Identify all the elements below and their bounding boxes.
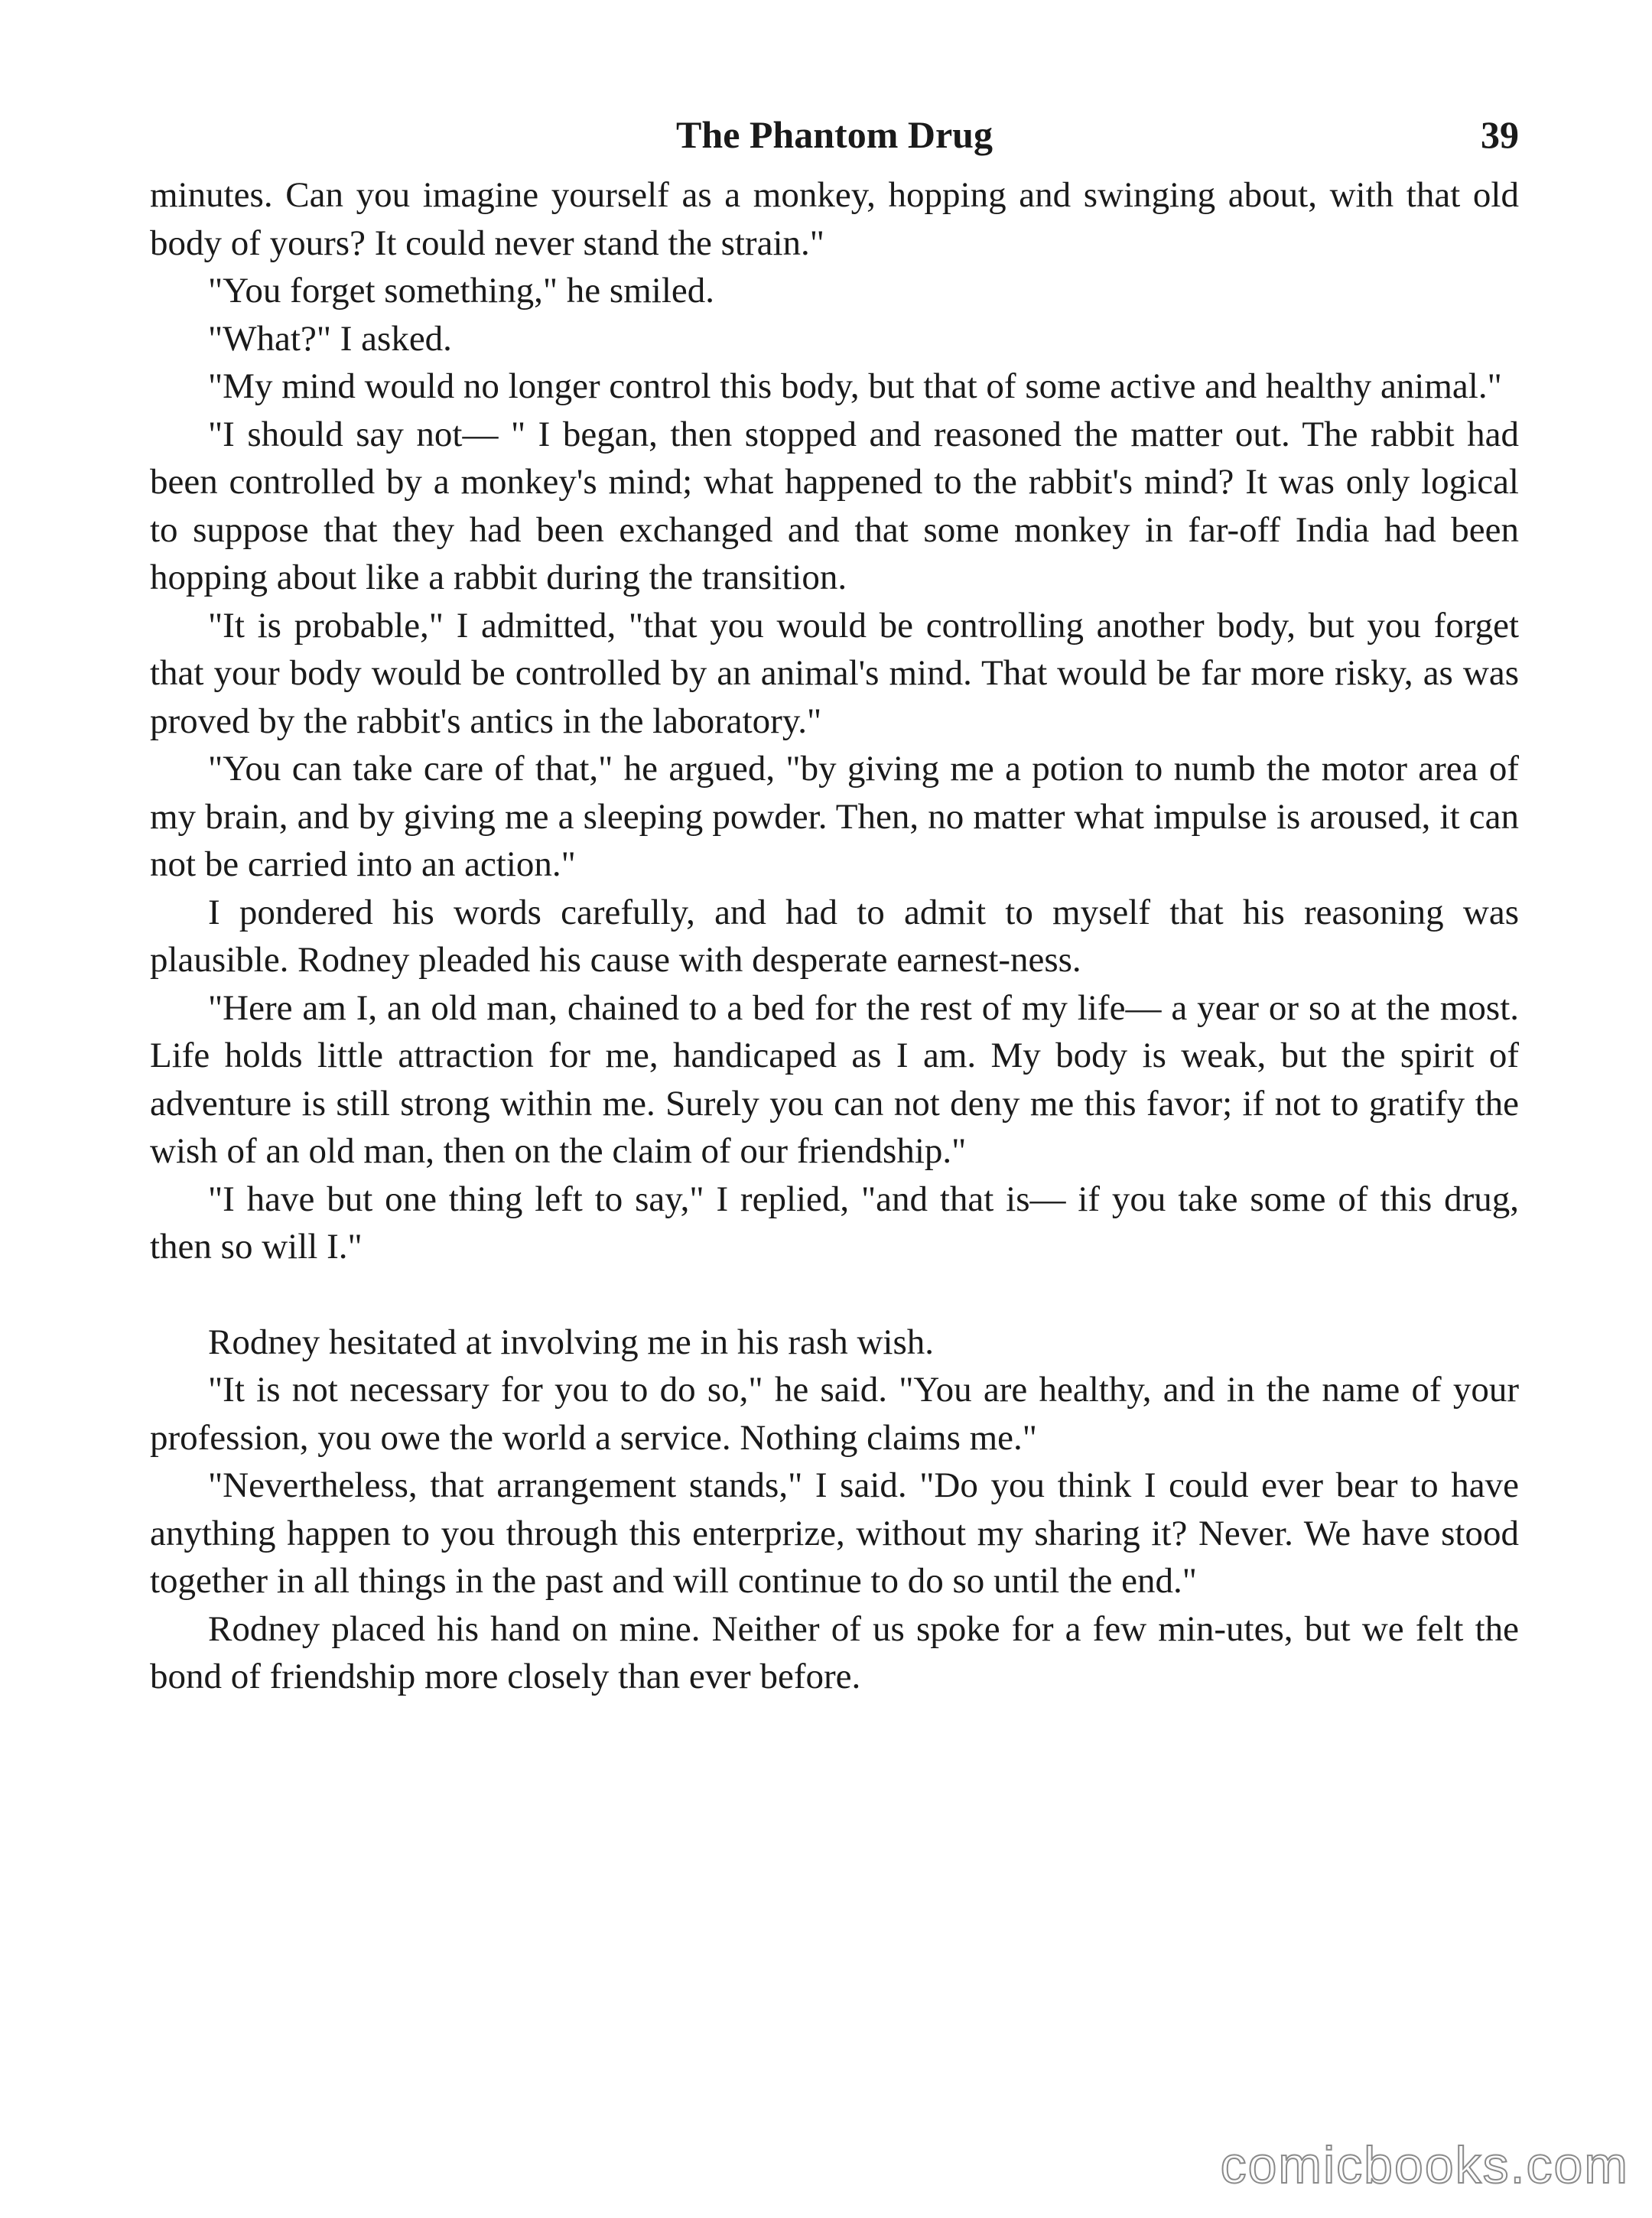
paragraph: "I should say not— " I began, then stopped and reasoned the matter out. The rabbit had been controlled by a monkey's mind; what happened to the rabbit's mind? It was only logical to suppose that they had been exchanged and that some monkey in far-off India had been hopping about like a rabbit during the transition. [150,414,1519,597]
paragraph: "My mind would no longer control this body, but that of some active and healthy animal." [208,366,1502,406]
paragraph: "I have but one thing left to say," I replied, "and that is— if you take some of this drug, then so will I." [150,1179,1519,1267]
paragraph: I pondered his words carefully, and had to admit to myself that his reasoning was plausible. Rodney pleaded his cause with desperate earnest-ness. [150,892,1519,980]
paragraph: "It is probable," I admitted, "that you would be controlling another body, but you forget that your body would be controlled by an animal's mind. That would be far more risky, as was proved by the rabbit's antics in the laboratory." [150,605,1519,741]
running-head [150,107,1519,162]
paragraph: "You can take care of that," he argued, "by giving me a potion to numb the motor area of my brain, and by giving me a sleeping powder. Then, no matter what impulse is aroused, it can not be carried into an action." [150,749,1519,884]
paragraph: "Nevertheless, that arrangement stands," I said. "Do you think I could ever bear to have anything happen to you through this enterprize, without my sharing it? Never. We have stood together in all things in the past and will continue to do so until the end." [150,1465,1519,1601]
watermark-logo: comicbooks.com [1220,2136,1629,2194]
paragraph: minutes. Can you imagine yourself as a monkey, hopping and swinging about, with that old body of yours? It could never stand the strain." [150,175,1519,263]
book-page [150,107,1519,1701]
paragraph: Rodney hesitated at involving me in his rash wish. [208,1322,935,1362]
body-text [150,171,1519,1701]
paragraph: "Here am I, an old man, chained to a bed for the rest of my life— a year or so at the most. Life holds little attraction for me, handicaped as I am. My body is weak, but the spirit of adventure is still strong within me. Surely you can not deny me this favor; if not to gratify the wish of an old man, then on the claim of our friendship." [150,987,1519,1171]
paragraph: "It is not necessary for you to do so," he said. "You are healthy, and in the name of your profession, you owe the world a service. Nothing claims me." [150,1370,1519,1458]
running-title: The Phantom Drug [676,113,993,156]
paragraph: Rodney placed his hand on mine. Neither of us spoke for a few min-utes, but we felt the bond of friendship more closely than ever before. [150,1608,1519,1696]
paragraph: "What?" I asked. [208,318,452,359]
page-number: 39 [1481,113,1519,156]
paragraph: "You forget something," he smiled. [208,271,714,311]
